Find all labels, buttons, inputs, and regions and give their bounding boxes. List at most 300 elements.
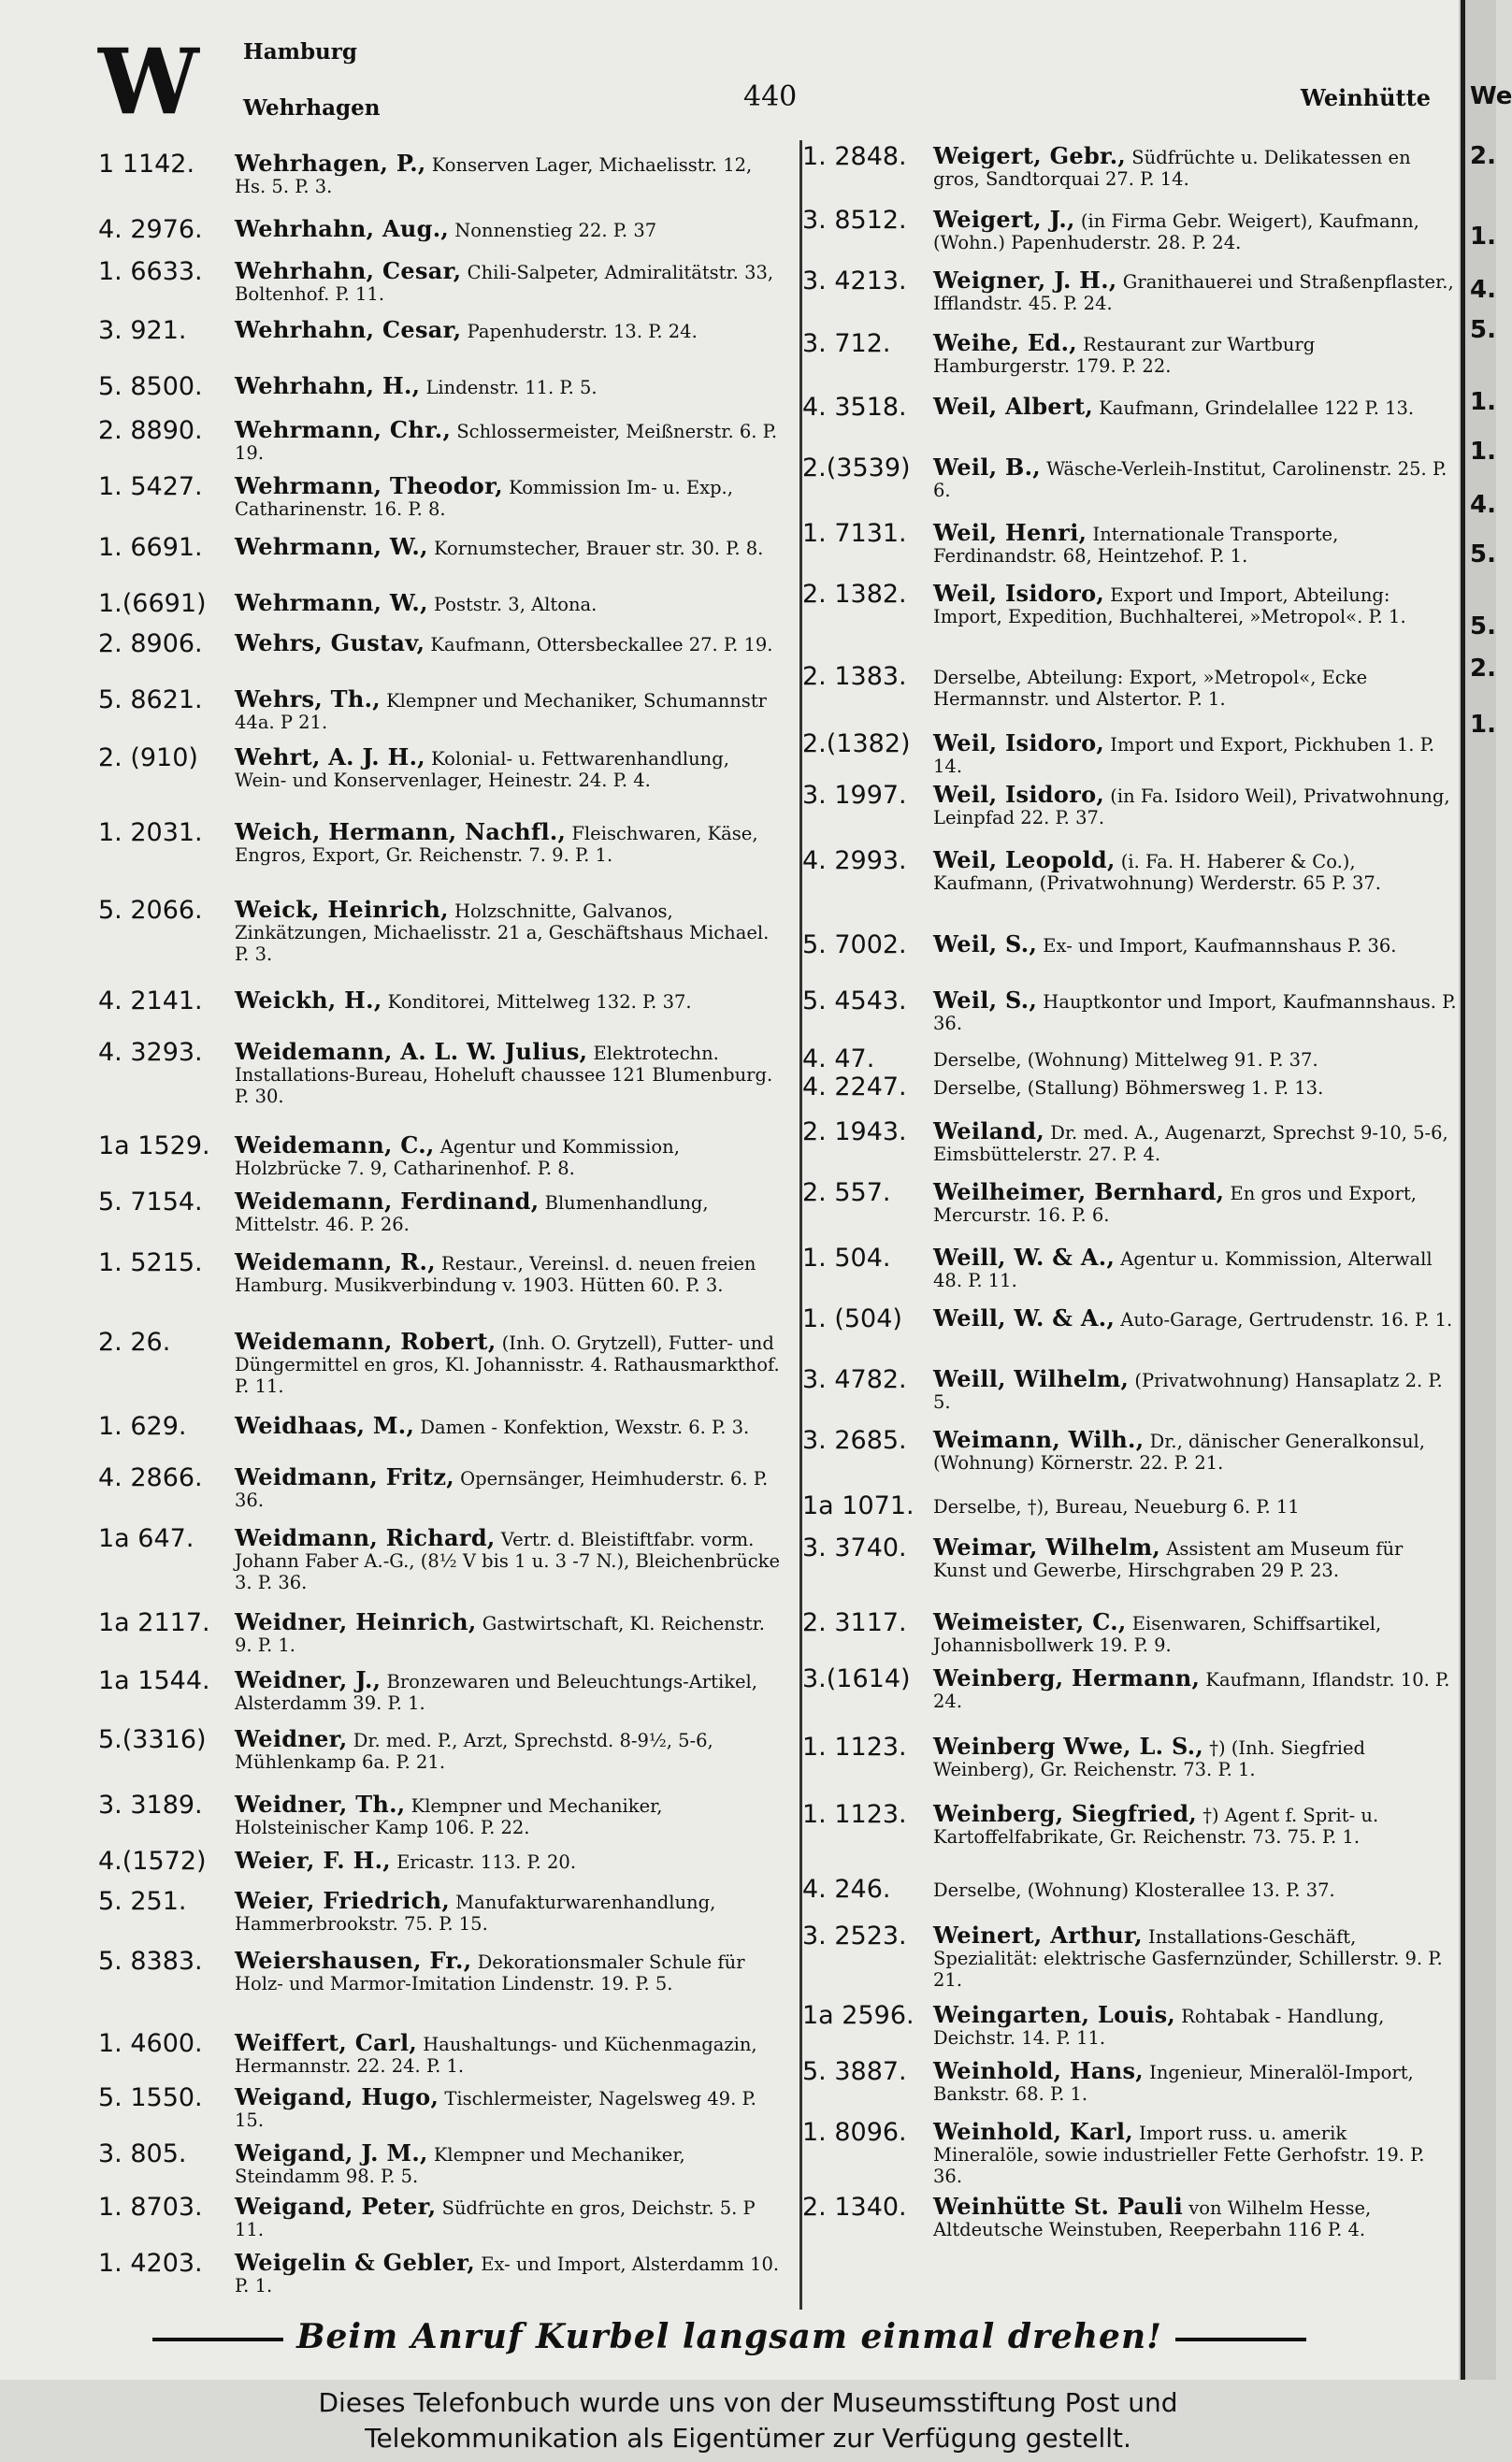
listing-text — [235, 2139, 785, 2187]
listing-details: (in Fa. Isidoro Weil), Privatwohnung, Leinpfad 22. P. 37. — [933, 785, 1450, 828]
listing-entry — [802, 1117, 1457, 1165]
listing-entry — [98, 589, 785, 619]
listing-entry — [802, 266, 1457, 314]
listing-text — [933, 1426, 1457, 1474]
edge-fragment: 5. — [1470, 316, 1496, 344]
phone-number: 3. 3189. — [98, 1791, 203, 1820]
listing-text — [235, 1725, 785, 1773]
listing-entry — [802, 662, 1457, 710]
edge-fragment: 4. — [1470, 491, 1496, 519]
listing-text — [933, 2001, 1457, 2049]
phone-number: 2. 8890. — [98, 416, 203, 445]
listing-details: Bronzewaren und Beleuchtungs-Artikel, Alsterdamm 39. P. 1. — [235, 1671, 757, 1714]
listing-text — [235, 629, 785, 655]
listing-text — [933, 846, 1457, 894]
listing-entry — [98, 2083, 785, 2131]
subscriber-name: Weimar, Wilhelm, — [933, 1533, 1161, 1561]
subscriber-name: Weidemann, A. L. W. Julius, — [235, 1038, 588, 1065]
listing-text — [933, 1491, 1457, 1518]
subscriber-name: Weiffert, Carl, — [235, 2029, 418, 2056]
listing-entry — [98, 629, 785, 659]
listing-details: Agentur und Kommission, Holzbrücke 7. 9, Catharinenhof. P. 8. — [235, 1136, 680, 1179]
phone-number: 2. 1383. — [802, 662, 907, 691]
listing-details: Restaur., Vereinsl. d. neuen freien Hamburg. Musikverbindung v. 1903. Hütten 60. P. 3. — [235, 1253, 756, 1296]
notice-line-1: Dieses Telefonbuch wurde uns von der Museumsstiftung Post und — [318, 2387, 1178, 2418]
subscriber-name: Weidner, Th., — [235, 1791, 406, 1818]
header-last-name: Weinhütte — [1300, 84, 1431, 111]
listing-details: Wäsche-Verleih-Institut, Carolinenstr. 25. P. 6. — [933, 458, 1447, 501]
subscriber-name: Weinhold, Hans, — [933, 2057, 1144, 2084]
listing-details: Fleischwaren, Käse, Engros, Export, Gr. Reichenstr. 7. 9. P. 1. — [235, 823, 758, 866]
phone-number: 1.(6691) — [98, 589, 207, 618]
listing-text — [933, 1244, 1457, 1291]
subscriber-name: Wehrhagen, P., — [235, 150, 426, 177]
listing-text — [235, 1188, 785, 1235]
subscriber-name: Weimann, Wilh., — [933, 1426, 1145, 1453]
listing-text — [235, 1608, 785, 1656]
listing-entry — [98, 1248, 785, 1296]
listing-text — [235, 2193, 785, 2240]
listing-details: Gastwirtschaft, Kl. Reichenstr. 9. P. 1. — [235, 1613, 765, 1656]
phone-number: 4. 3293. — [98, 1038, 203, 1067]
subscriber-name: Weinberg, Siegfried, — [933, 1800, 1198, 1827]
listing-entry — [98, 1524, 785, 1593]
listing-text — [235, 316, 785, 342]
listing-text — [933, 393, 1457, 419]
listing-entry — [98, 743, 785, 791]
edge-fragment: 5. — [1470, 540, 1496, 569]
subscriber-name: Weidemann, C., — [235, 1131, 435, 1159]
listing-text — [933, 729, 1457, 777]
listing-entry — [802, 2057, 1457, 2105]
phone-number: 2. 1382. — [802, 580, 907, 609]
listing-entry — [98, 316, 785, 346]
subscriber-name: Wehrmann, Chr., — [235, 416, 452, 443]
listing-details: Kaufmann, Iflandstr. 10. P. 24. — [933, 1669, 1450, 1712]
listing-text — [933, 266, 1457, 314]
phone-number: 1a 1071. — [802, 1491, 914, 1520]
listing-entry — [802, 1800, 1457, 1848]
listing-text — [235, 1887, 785, 1935]
phone-number: 1. 5427. — [98, 472, 203, 501]
phone-number: 5. 2066. — [98, 896, 203, 925]
phone-number: 4. 2247. — [802, 1073, 907, 1101]
listing-details: Chili-Salpeter, Admiralitätstr. 33, Boltenhof. P. 11. — [235, 262, 774, 305]
phone-number: 4. 47. — [802, 1044, 875, 1073]
phone-number: 5. 8383. — [98, 1947, 203, 1976]
subscriber-name: Weigelin & Gebler, — [235, 2249, 476, 2276]
listing-text — [933, 1117, 1457, 1165]
subscriber-name: Wehrmann, Theodor, — [235, 472, 503, 499]
subscriber-name: Wehrs, Th., — [235, 685, 381, 713]
subscriber-name: Weick, Heinrich, — [235, 896, 449, 923]
listing-details: Ex- und Import, Alsterdamm 10. P. 1. — [235, 2253, 780, 2296]
listing-text — [933, 1800, 1457, 1848]
listing-text — [933, 2193, 1457, 2240]
listing-entry — [98, 472, 785, 520]
page-number: 440 — [743, 80, 798, 113]
listing-text — [235, 1847, 785, 1873]
listing-entry — [802, 986, 1457, 1034]
subscriber-name: Weil, Isidoro, — [933, 729, 1105, 756]
listing-details: Derselbe, (Wohnung) Klosterallee 13. P. 37. — [933, 1879, 1335, 1901]
subscriber-name: Wehrhahn, H., — [235, 372, 421, 399]
subscriber-name: Weil, S., — [933, 986, 1038, 1014]
listing-details: Damen - Konfektion, Wexstr. 6. P. 3. — [414, 1417, 750, 1438]
listing-details: Dr., dänischer Generalkonsul, (Wohnung) Körnerstr. 22. P. 21. — [933, 1431, 1425, 1474]
phone-number: 2.(1382) — [802, 729, 911, 758]
phone-number: 2. 557. — [802, 1178, 891, 1207]
listing-details: Rohtabak - Handlung, Deichstr. 14. P. 11. — [933, 2006, 1385, 2049]
listing-text — [235, 472, 785, 520]
phone-number: 1. 4600. — [98, 2029, 203, 2058]
phone-number: 4. 3518. — [802, 393, 907, 422]
listing-entry — [802, 729, 1457, 777]
phone-number: 1. 8703. — [98, 2193, 203, 2222]
listing-text — [235, 896, 785, 965]
phone-number: 1. 4203. — [98, 2249, 203, 2278]
listing-details: †) Agent f. Sprit- u. Kartoffelfabrikate, Gr. Reichenstr. 73. 75. P. 1. — [933, 1805, 1379, 1848]
listing-text — [235, 2029, 785, 2077]
listing-text — [235, 818, 785, 866]
phone-number: 1. 8096. — [802, 2118, 907, 2147]
edge-rule — [1461, 0, 1465, 2380]
subscriber-name: Weihe, Ed., — [933, 329, 1077, 356]
subscriber-name: Weidner, J., — [235, 1666, 382, 1693]
listing-details: Kommission Im- u. Exp., Catharinenstr. 16. P. 8. — [235, 477, 733, 520]
edge-fragment: 1. — [1470, 438, 1496, 466]
listing-entry — [98, 2029, 785, 2077]
phone-number: 1. 2031. — [98, 818, 203, 847]
listing-details: Ericastr. 113. P. 20. — [390, 1851, 577, 1873]
phone-number: 1. 6633. — [98, 257, 203, 286]
listing-entry — [802, 1426, 1457, 1474]
listing-details: Dekorationsmaler Schule für Holz- und Marmor-Imitation Lindenstr. 19. P. 5. — [235, 1951, 745, 1994]
listing-entry — [802, 454, 1457, 501]
subscriber-name: Wehrs, Gustav, — [235, 629, 425, 656]
subscriber-name: Weier, Friedrich, — [235, 1887, 450, 1914]
listing-entry — [98, 533, 785, 563]
listing-details: Klempner und Mechaniker, Holsteinischer Kamp 106. P. 22. — [235, 1795, 663, 1838]
subscriber-name: Weiershausen, Fr., — [235, 1947, 472, 1974]
listing-details: Blumenhandlung, Mittelstr. 46. P. 26. — [235, 1192, 709, 1235]
phone-number: 4. 2993. — [802, 846, 907, 875]
listing-text — [235, 257, 785, 305]
subscriber-name: Weidmann, Fritz, — [235, 1463, 454, 1490]
listing-text — [933, 1304, 1457, 1331]
phone-number: 3. 921. — [98, 316, 187, 345]
edge-fragment: 1. — [1470, 388, 1496, 416]
listing-text — [235, 1328, 785, 1397]
listing-entry — [802, 206, 1457, 253]
subscriber-name: Weill, Wilhelm, — [933, 1365, 1130, 1392]
listing-text — [235, 2083, 785, 2131]
listing-text — [933, 142, 1457, 190]
listing-details: (i. Fa. H. Haberer & Co.), Kaufmann, (Privatwohnung) Werderstr. 65 P. 37. — [933, 851, 1381, 894]
section-letter: W — [98, 29, 199, 135]
subscriber-name: Weidner, — [235, 1725, 348, 1752]
phone-number: 5. 1550. — [98, 2083, 203, 2112]
listing-details: Dr. med. P., Arzt, Sprechstd. 8-9½, 5-6, Mühlenkamp 6a. P. 21. — [235, 1730, 713, 1773]
listing-entry — [98, 1725, 785, 1773]
listing-details: Export und Import, Abteilung: Import, Expedition, Buchhalterei, »Metropol«. P. 1. — [933, 584, 1406, 627]
phone-number: 1. 1123. — [802, 1800, 907, 1829]
phone-number: 4.(1572) — [98, 1847, 207, 1876]
edge-fragment: 2. — [1470, 655, 1496, 683]
listing-entry — [98, 150, 785, 197]
header-city: Hamburg — [243, 39, 357, 65]
phone-number: 1. 1123. — [802, 1733, 907, 1762]
listing-entry — [98, 1188, 785, 1235]
listing-entry — [802, 781, 1457, 828]
phone-number: 3. 2685. — [802, 1426, 907, 1455]
subscriber-name: Weier, F. H., — [235, 1847, 391, 1874]
listing-text — [933, 1875, 1457, 1901]
subscriber-name: Weill, W. & A., — [933, 1304, 1116, 1332]
listing-text — [933, 329, 1457, 377]
subscriber-name: Weill, W. & A., — [933, 1244, 1116, 1271]
listing-details: Kaufmann, Ottersbeckallee 27. P. 19. — [425, 634, 773, 655]
listing-text — [235, 2249, 785, 2296]
listing-entry — [802, 1922, 1457, 1991]
phone-number: 3. 2523. — [802, 1922, 907, 1951]
subscriber-name: Weingarten, Louis, — [933, 2001, 1176, 2028]
adjacent-page-edge — [1459, 0, 1512, 2380]
edge-fragment: We — [1470, 82, 1512, 110]
phone-number: 2. 26. — [98, 1328, 171, 1357]
listing-text — [933, 1664, 1457, 1712]
listing-details: Südfrüchte en gros, Deichstr. 5. P 11. — [235, 2197, 756, 2240]
listing-entry — [98, 257, 785, 305]
listing-details: Restaurant zur Wartburg Hamburgerstr. 179. P. 22. — [933, 334, 1316, 377]
phone-number: 1a 647. — [98, 1524, 194, 1553]
subscriber-name: Weidhaas, M., — [235, 1412, 415, 1439]
listing-entry — [802, 1073, 1457, 1102]
listing-text — [235, 533, 785, 559]
subscriber-name: Weinert, Arthur, — [933, 1922, 1143, 1949]
listing-entry — [98, 2249, 785, 2296]
listing-entry — [802, 1664, 1457, 1712]
listing-text — [235, 150, 785, 197]
subscriber-name: Weigner, J. H., — [933, 266, 1117, 294]
listing-entry — [802, 519, 1457, 567]
subscriber-name: Wehrt, A. J. H., — [235, 743, 425, 770]
listing-text — [235, 1666, 785, 1714]
phone-number: 5. 8500. — [98, 372, 203, 401]
listing-entry — [802, 393, 1457, 423]
listing-details: (in Firma Gebr. Weigert), Kaufmann, (Wohn.) Papenhuderstr. 28. P. 24. — [933, 210, 1419, 253]
phone-number: 1 1142. — [98, 150, 195, 179]
phone-number: 3. 4782. — [802, 1365, 907, 1394]
listing-entry — [98, 986, 785, 1016]
listing-entry — [98, 1463, 785, 1511]
listing-text — [933, 2118, 1457, 2187]
listing-details: Konditorei, Mittelweg 132. P. 37. — [382, 991, 692, 1013]
subscriber-name: Weidner, Heinrich, — [235, 1608, 477, 1635]
subscriber-name: Weil, Albert, — [933, 393, 1093, 420]
listing-text — [933, 1178, 1457, 1226]
listing-details: Manufakturwarenhandlung, Hammerbrookstr. 75. P. 15. — [235, 1892, 716, 1935]
listing-entry — [802, 1044, 1457, 1074]
listing-details: Agentur u. Kommission, Alterwall 48. P. 11. — [933, 1248, 1433, 1291]
subscriber-name: Weilheimer, Bernhard, — [933, 1178, 1225, 1205]
archive-notice — [0, 2380, 1496, 2462]
listing-text — [235, 372, 785, 398]
slogan-text: Beim Anruf Kurbel langsam einmal drehen! — [296, 2317, 1162, 2356]
phone-number: 1. 2848. — [802, 142, 907, 171]
phone-number: 1a 1544. — [98, 1666, 210, 1695]
phone-number: 4. 2141. — [98, 986, 203, 1015]
phone-number: 4. 246. — [802, 1875, 891, 1904]
listing-entry — [98, 1412, 785, 1442]
phone-number: 3. 3740. — [802, 1533, 907, 1562]
listing-entry — [98, 1791, 785, 1838]
phone-number: 1. 629. — [98, 1412, 187, 1441]
listing-details: Auto-Garage, Gertrudenstr. 16. P. 1. — [1115, 1309, 1453, 1331]
listing-entry — [802, 1875, 1457, 1905]
listing-entry — [802, 329, 1457, 377]
subscriber-name: Weigert, Gebr., — [933, 142, 1127, 169]
listing-entry — [98, 1038, 785, 1107]
listing-text — [235, 1038, 785, 1107]
listing-text — [933, 1922, 1457, 1991]
phone-number: 1. 504. — [802, 1244, 891, 1273]
listing-details: Kaufmann, Grindelallee 122 P. 13. — [1093, 397, 1415, 419]
listing-details: Kornumstecher, Brauer str. 30. P. 8. — [427, 538, 764, 559]
listing-entry — [802, 846, 1457, 894]
listing-text — [235, 1248, 785, 1296]
listing-entry — [98, 1666, 785, 1714]
listing-details: Dr. med. A., Augenarzt, Sprechst 9-10, 5-6, Eimsbüttelerstr. 27. P. 4. — [933, 1122, 1448, 1165]
phone-number: 2. (910) — [98, 743, 198, 772]
listing-details: Derselbe, (Stallung) Böhmersweg 1. P. 13. — [933, 1077, 1324, 1099]
listing-entry — [98, 818, 785, 866]
listing-entry — [802, 1304, 1457, 1334]
listing-details: Papenhuderstr. 13. P. 24. — [461, 321, 698, 342]
subscriber-name: Weil, B., — [933, 454, 1041, 481]
page-header — [0, 0, 1459, 140]
listing-entry — [802, 1365, 1457, 1413]
subscriber-name: Wehrmann, W., — [235, 533, 428, 560]
phone-number: 5. 7002. — [802, 930, 907, 959]
listing-text — [235, 215, 785, 241]
listing-entry — [98, 1131, 785, 1179]
phone-number: 1. 7131. — [802, 519, 907, 548]
listing-text — [933, 1608, 1457, 1656]
listing-text — [933, 1073, 1457, 1099]
subscriber-name: Weigand, Hugo, — [235, 2083, 439, 2110]
edge-fragment: 5. — [1470, 612, 1496, 641]
subscriber-name: Wehrhahn, Aug., — [235, 215, 450, 242]
listing-text — [933, 1533, 1457, 1581]
subscriber-name: Weimeister, C., — [933, 1608, 1127, 1635]
listing-details: Lindenstr. 11. P. 5. — [420, 377, 598, 398]
listing-entry — [98, 2139, 785, 2187]
listing-entry — [98, 215, 785, 245]
listing-details: Derselbe, Abteilung: Export, »Metropol«, Ecke Hermannstr. und Alstertor. P. 1. — [933, 667, 1368, 710]
subscriber-name: Weinhütte St. Pauli — [933, 2193, 1183, 2220]
listing-entry — [802, 142, 1457, 190]
listing-text — [235, 1412, 785, 1438]
listing-details: Internationale Transporte, Ferdinandstr. 68, Heintzehof. P. 1. — [933, 524, 1339, 567]
listing-entry — [802, 580, 1457, 627]
listing-entry — [98, 1608, 785, 1656]
subscriber-name: Weiland, — [933, 1117, 1045, 1145]
phone-number: 1. (504) — [802, 1304, 902, 1333]
listing-details: Derselbe, †), Bureau, Neueburg 6. P. 11 — [933, 1496, 1300, 1518]
listing-text — [235, 743, 785, 791]
phone-number: 5. 7154. — [98, 1188, 203, 1217]
listing-entry — [98, 685, 785, 733]
phone-number: 5.(3316) — [98, 1725, 207, 1754]
phone-number: 5. 4543. — [802, 986, 907, 1015]
phone-number: 4. 2866. — [98, 1463, 203, 1492]
subscriber-name: Weigand, J. M., — [235, 2139, 428, 2167]
listing-details: Poststr. 3, Altona. — [427, 594, 598, 615]
listing-details: Vertr. d. Bleistiftfabr. vorm. Johann Faber A.-G., (8½ V bis 1 u. 3 -7 N.), Bleichenbrücke 3. P. 36. — [235, 1529, 781, 1593]
listing-details: Eisenwaren, Schiffsartikel, Johannisbollwerk 19. P. 9. — [933, 1613, 1382, 1656]
listing-details: †) (Inh. Siegfried Weinberg), Gr. Reichenstr. 73. P. 1. — [933, 1737, 1366, 1780]
listing-entry — [98, 896, 785, 965]
phone-number: 3.(1614) — [802, 1664, 911, 1693]
notice-line-2: Telekommunikation als Eigentümer zur Verfügung gestellt. — [365, 2423, 1131, 2454]
subscriber-name: Wehrmann, W., — [235, 589, 428, 616]
listing-entry — [802, 2193, 1457, 2240]
subscriber-name: Weinhold, Karl, — [933, 2118, 1133, 2145]
listing-details: Klempner und Mechaniker, Schumannstr 44a. P 21. — [235, 690, 767, 733]
phone-number: 3. 712. — [802, 329, 891, 358]
phone-number: 1. 5215. — [98, 1248, 203, 1277]
listing-details: Schlossermeister, Meißnerstr. 6. P. 19. — [235, 421, 778, 464]
listing-text — [235, 1463, 785, 1511]
listing-entry — [98, 416, 785, 464]
subscriber-name: Weich, Hermann, Nachfl., — [235, 818, 567, 845]
listing-details: Hauptkontor und Import, Kaufmannshaus. P. 36. — [933, 991, 1457, 1034]
phone-number: 1a 2117. — [98, 1608, 210, 1637]
subscriber-name: Weigand, Peter, — [235, 2193, 437, 2220]
subscriber-name: Weil, Isidoro, — [933, 781, 1105, 808]
phone-number: 2. 1943. — [802, 1117, 907, 1146]
subscriber-name: Weidemann, Robert, — [235, 1328, 497, 1355]
subscriber-name: Weil, Henri, — [933, 519, 1087, 546]
listing-details: Klempner und Mechaniker, Steindamm 98. P. 5. — [235, 2144, 685, 2187]
listing-text — [933, 519, 1457, 567]
listing-entry — [98, 372, 785, 402]
listing-details: Elektrotechn. Installations-Bureau, Hoheluft chaussee 121 Blumenburg. P. 30. — [235, 1043, 773, 1107]
listing-details: Installations-Geschäft, Spezialität: elektrische Gasfernzünder, Schillerstr. 9. P. 21. — [933, 1926, 1443, 1991]
phone-number: 2. 3117. — [802, 1608, 907, 1637]
listing-entry — [802, 1178, 1457, 1226]
subscriber-name: Weidemann, R., — [235, 1248, 436, 1275]
subscriber-name: Weickh, H., — [235, 986, 382, 1014]
listing-entry — [802, 2118, 1457, 2187]
subscriber-name: Weil, S., — [933, 930, 1038, 957]
listing-entry — [802, 1491, 1457, 1521]
subscriber-name: Weinberg, Hermann, — [933, 1664, 1201, 1692]
listing-text — [235, 416, 785, 464]
subscriber-name: Weigert, J., — [933, 206, 1075, 233]
listing-details: Nonnenstieg 22. P. 37 — [449, 220, 657, 241]
listing-details: Ingenieur, Mineralöl-Import, Bankstr. 68. P. 1. — [933, 2062, 1414, 2105]
phone-number: 1a 2596. — [802, 2001, 914, 2030]
listing-details: Haushaltungs- und Küchenmagazin, Hermannstr. 22. 24. P. 1. — [235, 2034, 757, 2077]
listing-text — [933, 1365, 1457, 1413]
listing-details: Assistent am Museum für Kunst und Gewerbe, Hirschgraben 29 P. 23. — [933, 1538, 1404, 1581]
listing-entry — [802, 1244, 1457, 1291]
subscriber-name: Wehrhahn, Cesar, — [235, 316, 462, 343]
listing-details: Derselbe, (Wohnung) Mittelweg 91. P. 37. — [933, 1049, 1318, 1071]
phone-number: 2.(3539) — [802, 454, 911, 482]
